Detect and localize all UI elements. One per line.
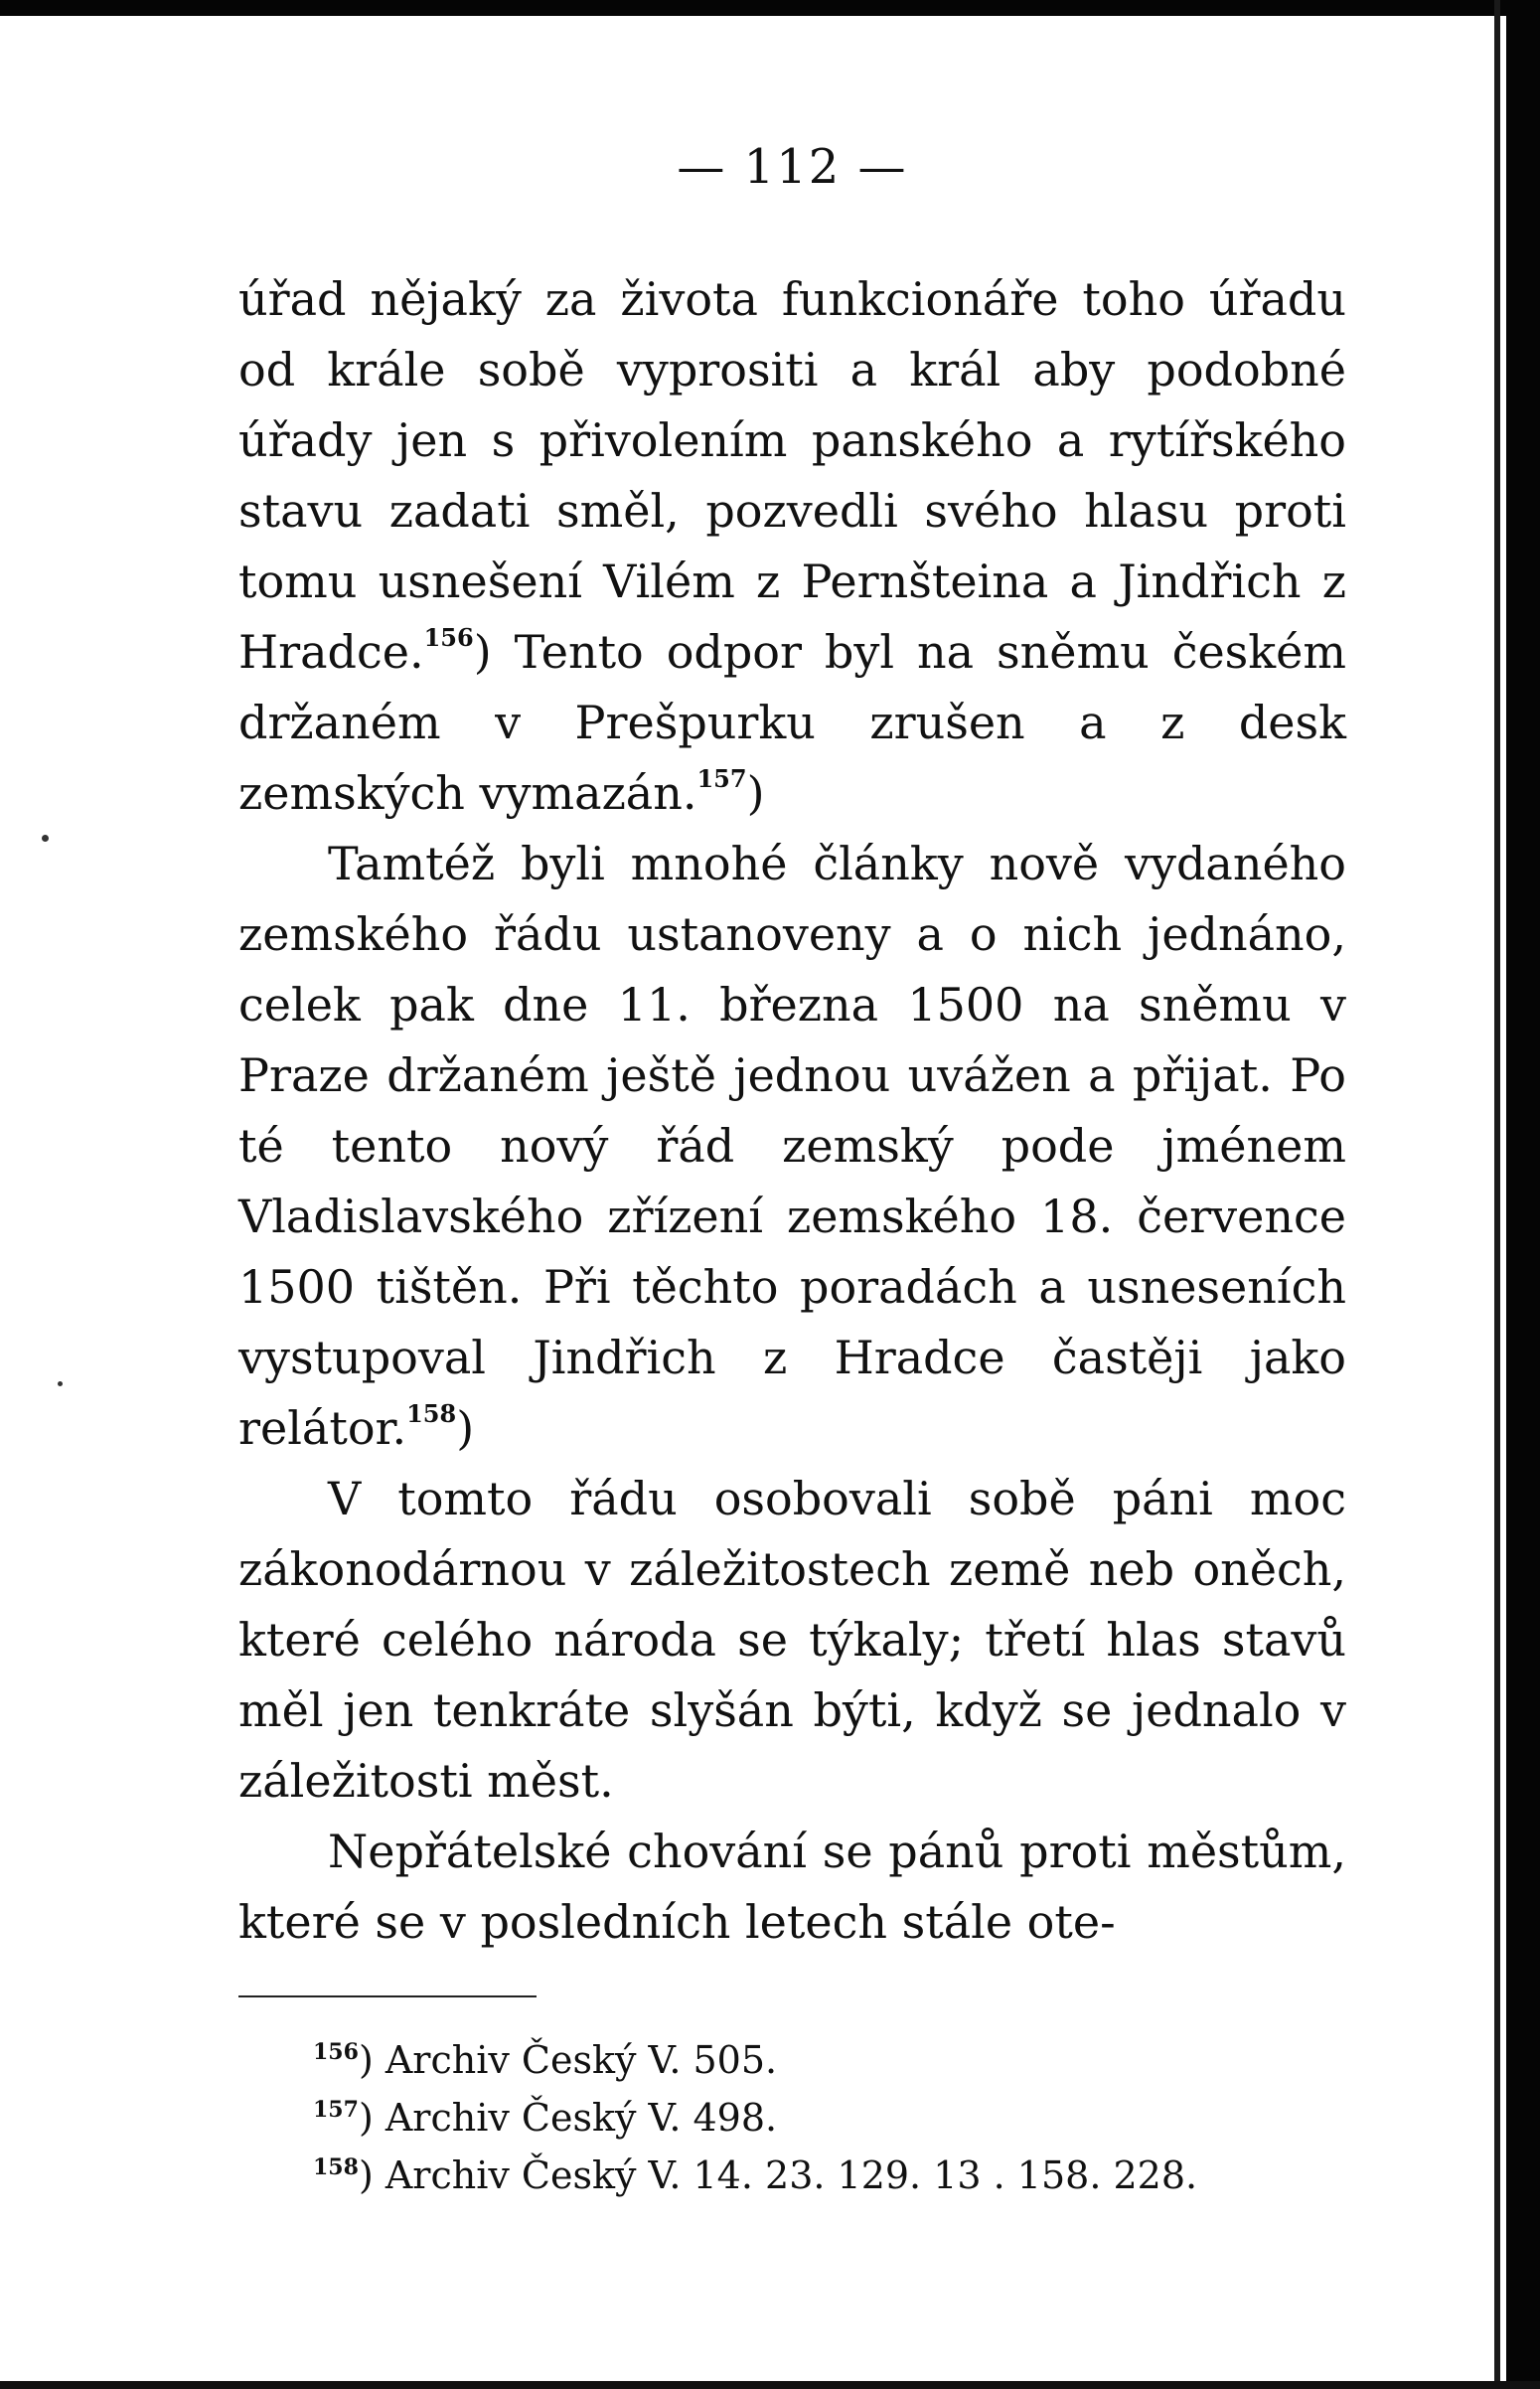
page-number: — 112 — <box>677 139 908 195</box>
paragraph-2 <box>238 829 1346 1464</box>
paragraph-text: Tamtéž byli mnohé články nově vydaného zemského řádu ustanoveny a o nich jednáno, celek pak dne 11. března 1500 na sněmu v Praze držaném ještě jednou uvážen a přijat. Po té tento nový řád zemský pode jménem Vladislavského zřízení zemského 18. července 1500 tištěn. Při těchto poradách a usneseních vystupoval Jindřich z Hradce častěji jako relátor. <box>238 837 1346 1455</box>
footnote-ref: 156 <box>423 623 474 652</box>
paragraph-text: V tomto řádu osobovali sobě páni moc zákonodárnou v záležitostech země neb oněch, které celého národa se týkaly; třetí hlas stavů měl jen tenkráte slyšán býti, když se jednalo v záležitosti měst. <box>238 1472 1346 1808</box>
footnote-mark: 157 <box>313 2097 359 2123</box>
paragraph-1 <box>238 264 1346 829</box>
page-content <box>238 139 1346 2200</box>
scan-border-top <box>0 0 1540 16</box>
footnote-item <box>313 2085 1346 2143</box>
footnote-item <box>313 2143 1346 2200</box>
footnote-text: ) Archiv Český V. 498. <box>358 2096 778 2140</box>
footnote-ref: 157 <box>696 764 747 793</box>
scan-border-right <box>1506 0 1540 2389</box>
footnote-mark: 156 <box>313 2039 359 2065</box>
footnote-ref: 158 <box>406 1399 457 1428</box>
body-text <box>238 264 1346 1958</box>
footnotes <box>238 2027 1346 2200</box>
scan-border-bottom <box>0 2381 1540 2389</box>
paragraph-4 <box>238 1817 1346 1958</box>
footnote-mark: 158 <box>313 2154 359 2180</box>
paragraph-3 <box>238 1464 1346 1817</box>
scan-border-right-inner <box>1494 0 1500 2389</box>
paragraph-text: ) <box>746 766 765 820</box>
footnote-text: ) Archiv Český V. 14. 23. 129. 13 . 158. 228. <box>358 2153 1198 2197</box>
scan-speck <box>58 1381 63 1386</box>
paragraph-text: úřad nějaký za života funkcionáře toho úřadu od krále sobě vyprositi a král aby podobné úřady jen s přivolením panského a rytířského stavu zadati směl, pozvedli svého hlasu proti tomu usnešení Vilém z Pernšteina a Jindřich z Hradce. <box>238 272 1346 679</box>
paragraph-text: Nepřátelské chování se pánů proti městům, které se v posledních letech stále ote- <box>238 1825 1346 1949</box>
paragraph-text: ) <box>456 1401 475 1455</box>
footnote-divider <box>238 1995 537 1997</box>
footnote-text: ) Archiv Český V. 505. <box>358 2038 778 2082</box>
footnote-item <box>313 2027 1346 2085</box>
paragraph-text: ) Tento odpor byl na sněmu českém držaném v Prešpurku zrušen a z desk zemských vymazán. <box>238 625 1346 820</box>
scan-speck <box>42 835 49 842</box>
